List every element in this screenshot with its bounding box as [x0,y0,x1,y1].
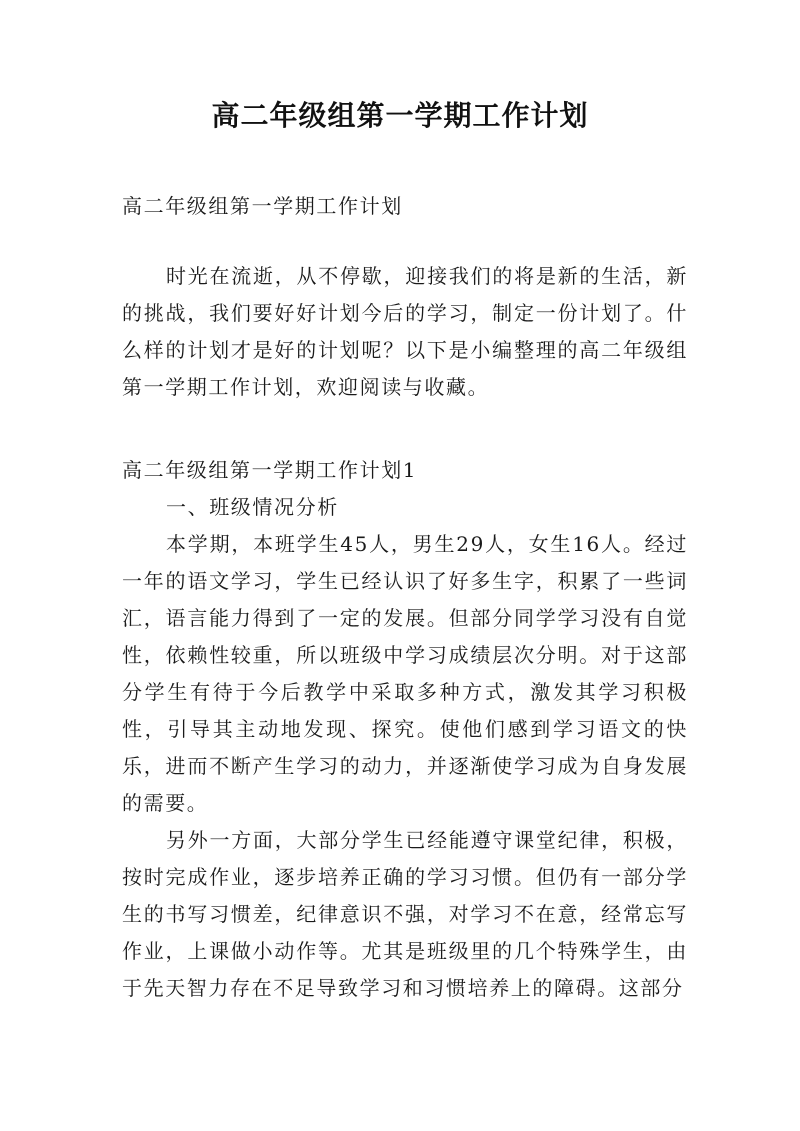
section-title: 高二年级组第一学期工作计划1 [122,458,418,482]
intro-paragraph: 时光在流逝，从不停歇，迎接我们的将是新的生活，新的挑战，我们要好好计划今后的学习，制定一份计划了。什么样的计划才是好的计划呢？以下是小编整理的高二年级组第一学期工作计划，欢迎阅读与收藏。 [122,264,688,399]
document-subtitle: 高二年级组第一学期工作计划 [122,194,403,218]
body-paragraph-2: 另外一方面，大部分学生已经能遵守课堂纪律，积极，按时完成作业，逐步培养正确的学习习惯。但仍有一部分学生的书写习惯差，纪律意识不强，对学习不在意，经常忘写作业，上课做小动作等。尤其是班级里的几个特殊学生，由于先天智力存在不足导致学习和习惯培养上的障碍。这部分 [122,828,688,1000]
document-title: 高二年级组第一学期工作计划 [211,99,589,132]
body-paragraph-1: 本学期，本班学生45人，男生29人，女生16人。经过一年的语文学习，学生已经认识了好多生字，积累了一些词汇，语言能力得到了一定的发展。但部分同学学习没有自觉性，依赖性较重，所以班级中学习成绩层次分明。对于这部分学生有待于今后教学中采取多种方式，激发其学习积极性，引导其主动地发现、探究。使他们感到学习语文的快乐，进而不断产生学习的动力，并逐渐使学习成为自身发展的需要。 [122,532,688,815]
section-heading-class-analysis: 一、班级情况分析 [166,495,339,519]
